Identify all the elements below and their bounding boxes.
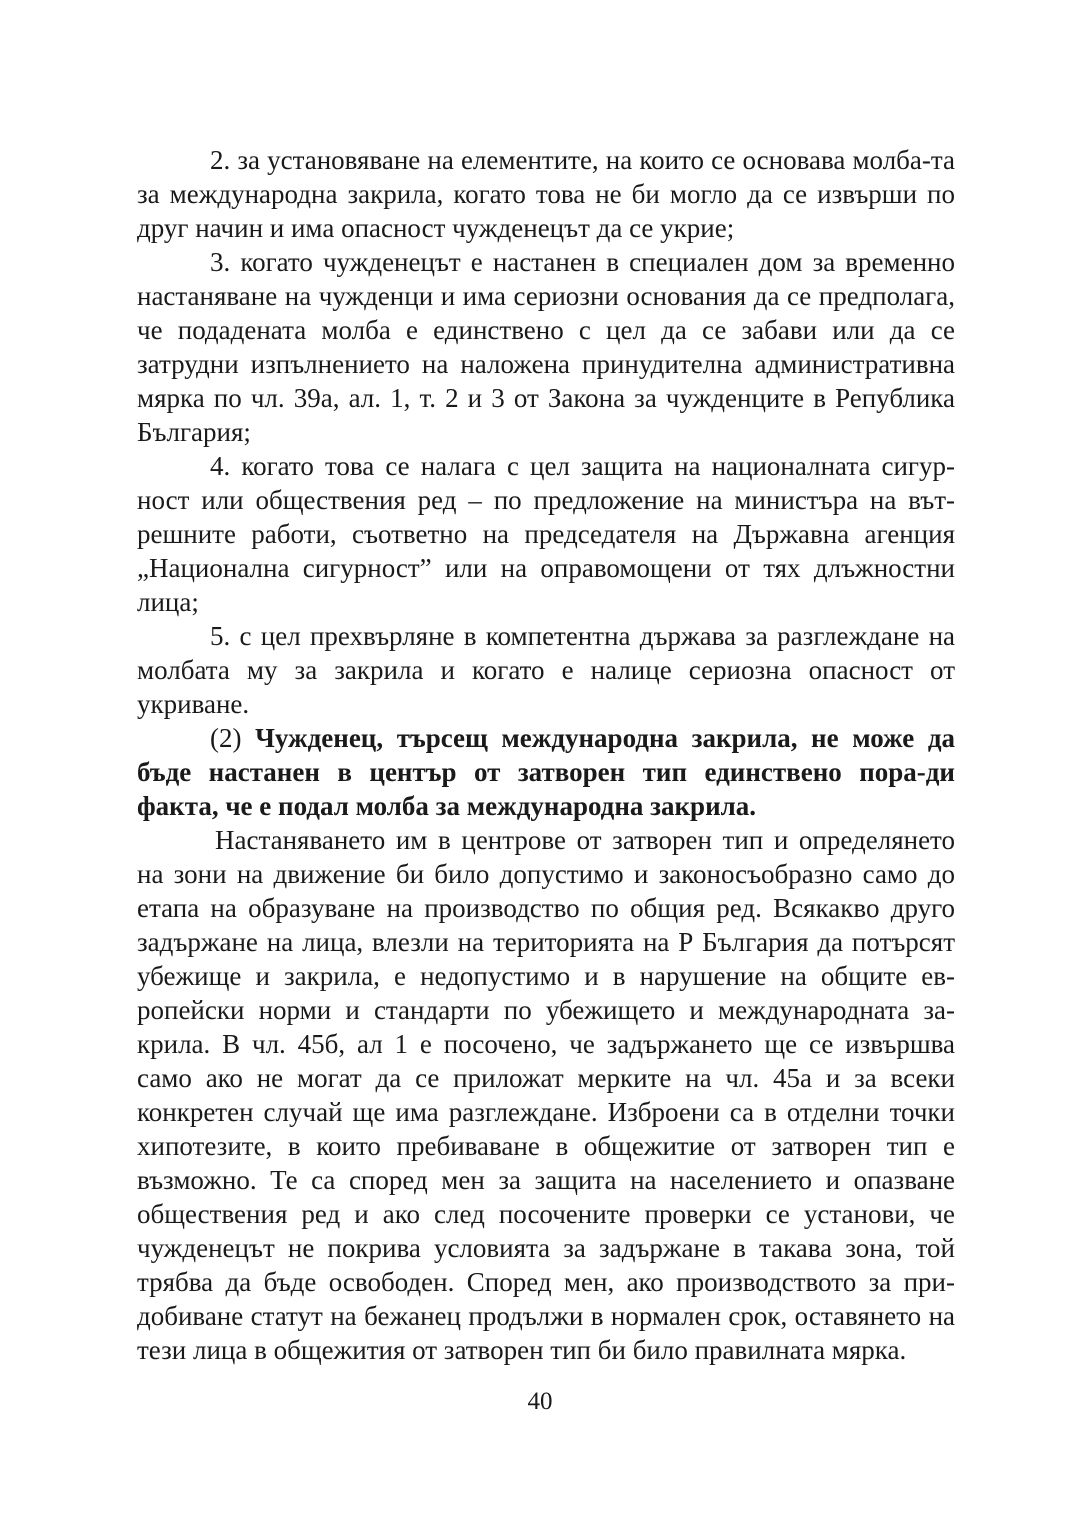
commentary-paragraph: Настаняването им в центрове от затворен тип и определянето на зони на движение би било допустимо и законосъобразно само до етапа на образуване на производство по общия ред. Всякакво друго задържане на лица, влезли на територията на Р България да потърсят убежище и закрила, е недопустимо и в нарушение на общите ев-ропейски норми и стандарти по убежището и международната за-крила. В чл. 45б, ал 1 е посочено, че задържането ще се извършва само ако не могат да се приложат мерките на чл. 45а и за всеки конкретен случай ще има разглеждане. Изброени са в отделни точки хипотезите, в които пребиваване в общежитие от затворен тип е възможно. Те са според мен за защита на населението и опазване обществения ред и ако след посочените проверки се установи, че чужденецът не покрива условията за задържане в такава зона, той трябва да бъде освободен. Според мен, ако производството за при-добиване статут на бежанец продължи в нормален срок, оставянето на тези лица в общежития от затворен тип би било правилната мярка. xyxy=(137,825,955,1365)
list-item-2: 2. за установяване на елементите, на които се основава молба-та за международна закрила, когато това не би могло да се извърши по друг начин и има опасност чужденецът да се укрие; xyxy=(137,145,955,243)
list-item-5: 5. с цел прехвърляне в компетентна държава за разглеждане на молбата му за закрила и когато е налице сериозна опасност от укриване. xyxy=(137,621,955,719)
page-number: 40 xyxy=(527,1388,553,1415)
list-item-4: 4. когато това се налага с цел защита на националната сигур-ност или обществения ред – по предложение на министъра на вът-решните работи, съответно на председателя на Държавна агенция „Национална сигурност” или на оправомощени от тях длъжностни лица; xyxy=(137,451,955,617)
list-item-3: 3. когато чужденецът е настанен в специален дом за временно настаняване на чужденци и има сериозни основания да се предполага, че подадената молба е единствено с цел да се забави или да се затрудни изпълнението на наложена принудителна административна мярка по чл. 39а, ал. 1, т. 2 и 3 от Закона за чужденците в Република България; xyxy=(137,247,955,447)
section-2-paragraph xyxy=(137,721,955,823)
page-body xyxy=(137,143,955,1367)
section-2-number: (2) xyxy=(210,723,242,753)
section-2-bold-text: Чужденец, търсещ международна закрила, не може да бъде настанен в център от затворен тип единствено пора-ди факта, че е подал молба за международна закрила. xyxy=(137,723,956,821)
